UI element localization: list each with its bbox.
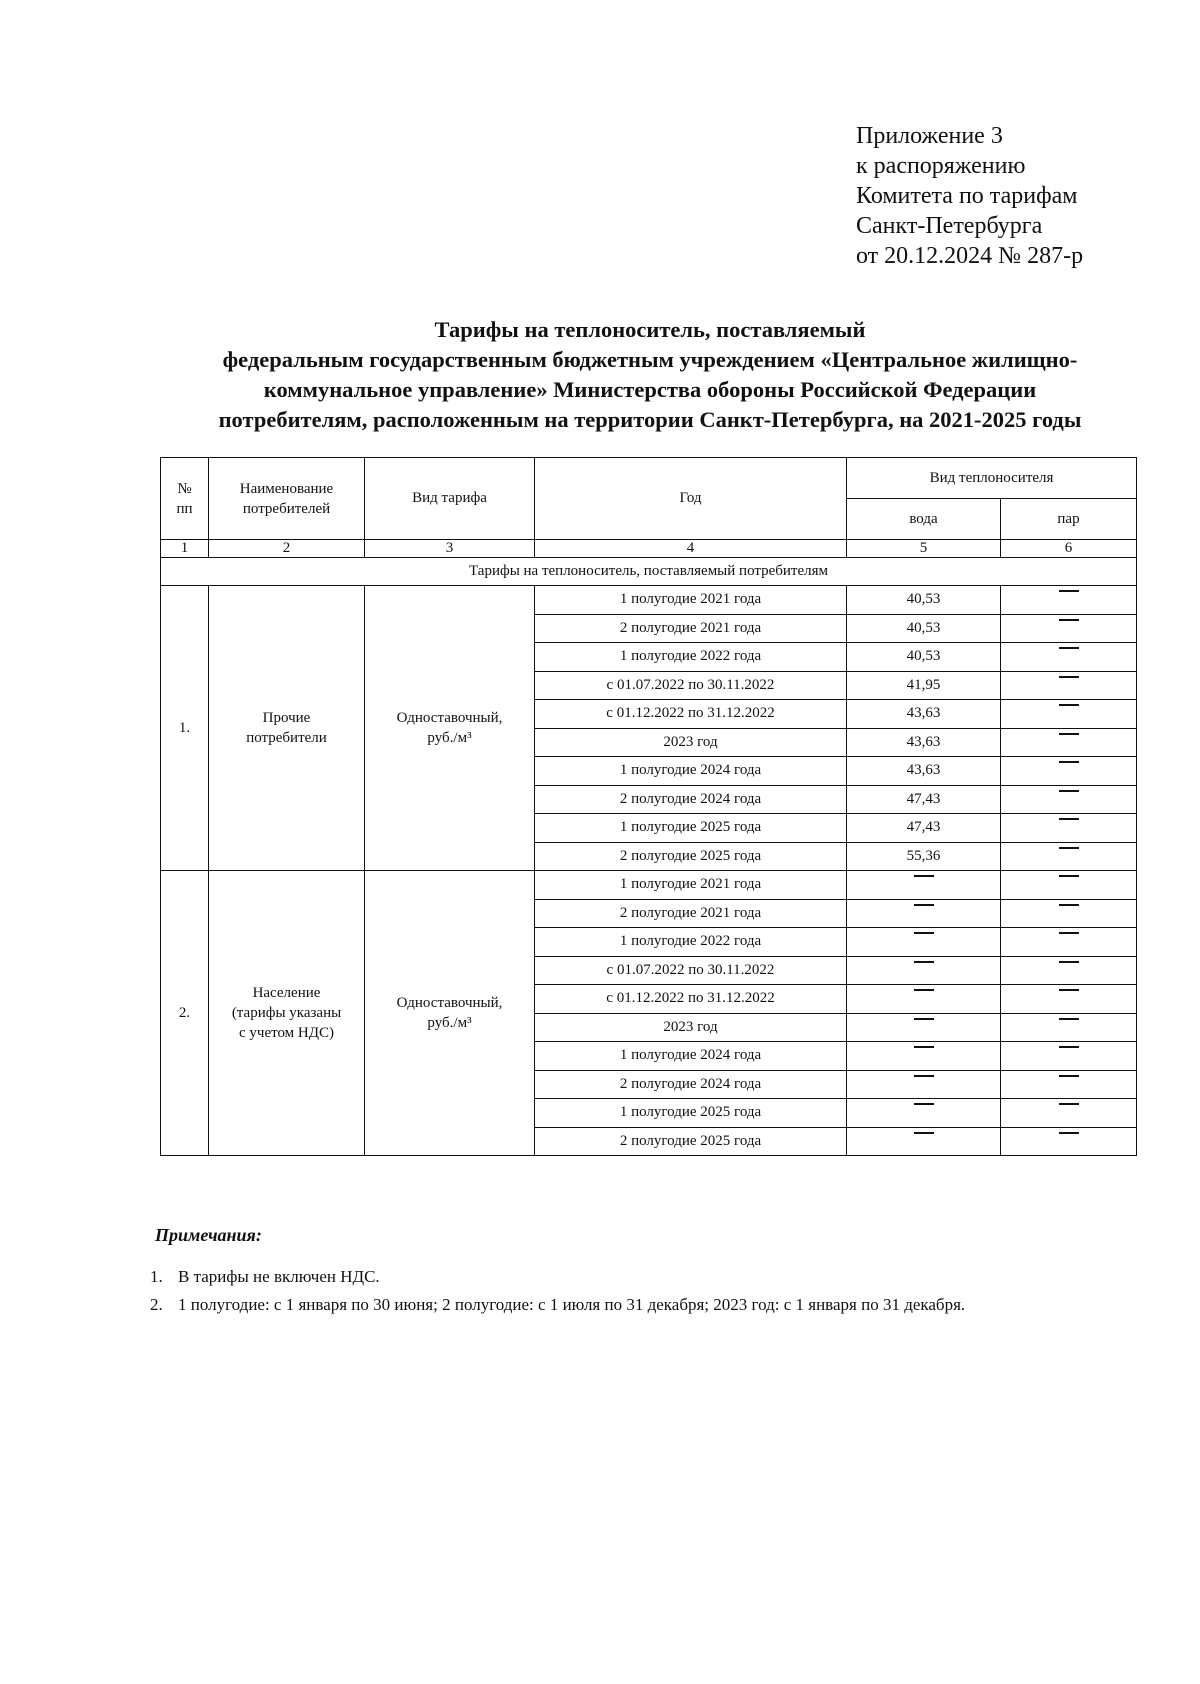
water-value: 41,95 [847, 671, 1001, 700]
steam-value [1001, 842, 1137, 871]
dash-mark [1059, 790, 1079, 809]
period-cell: с 01.12.2022 по 31.12.2022 [535, 985, 847, 1014]
steam-value [1001, 1013, 1137, 1042]
water-value [847, 1127, 1001, 1156]
column-number: 6 [1001, 540, 1137, 558]
steam-value [1001, 586, 1137, 615]
tariff-table-body [161, 458, 1137, 1156]
period-cell: 1 полугодие 2025 года [535, 1099, 847, 1128]
appendix-line: от 20.12.2024 № 287-р [856, 243, 1084, 269]
dash-mark [914, 904, 934, 923]
water-value [847, 899, 1001, 928]
water-value: 43,63 [847, 700, 1001, 729]
dash-mark [1059, 733, 1079, 752]
column-number: 4 [535, 540, 847, 558]
period-cell: 2 полугодие 2024 года [535, 1070, 847, 1099]
steam-value [1001, 1127, 1137, 1156]
appendix-line: к распоряжению [856, 153, 1026, 179]
steam-value [1001, 757, 1137, 786]
tariff-type: Одноставочный, руб./м³ [365, 871, 535, 1156]
dash-mark [1059, 847, 1079, 866]
period-cell: с 01.07.2022 по 30.11.2022 [535, 956, 847, 985]
dash-mark [1059, 761, 1079, 780]
tariff-type: Одноставочный, руб./м³ [365, 586, 535, 871]
dash-mark [1059, 961, 1079, 980]
dash-mark [914, 1075, 934, 1094]
steam-value [1001, 614, 1137, 643]
steam-value [1001, 985, 1137, 1014]
water-value: 55,36 [847, 842, 1001, 871]
section-title: Тарифы на теплоноситель, поставляемый потребителям [161, 558, 1137, 586]
column-number: 1 [161, 540, 209, 558]
dash-mark [1059, 704, 1079, 723]
steam-value [1001, 1099, 1137, 1128]
dash-mark [1059, 932, 1079, 951]
steam-value [1001, 1070, 1137, 1099]
dash-mark [914, 961, 934, 980]
note-number: 2. [150, 1295, 163, 1314]
notes-list [150, 1263, 1160, 1319]
header-steam: пар [1001, 499, 1137, 540]
period-cell: 1 полугодие 2024 года [535, 757, 847, 786]
dash-mark [914, 989, 934, 1008]
water-value [847, 871, 1001, 900]
steam-value [1001, 871, 1137, 900]
period-cell: 2 полугодие 2024 года [535, 785, 847, 814]
header-carrier: Вид теплоносителя [847, 458, 1137, 499]
water-value: 43,63 [847, 757, 1001, 786]
header-year: Год [535, 458, 847, 540]
note-text: 1 полугодие: с 1 января по 30 июня; 2 полугодие: с 1 июля по 31 декабря; 2023 год: с 1 января по 31 декабря. [178, 1295, 966, 1314]
period-cell: 1 полугодие 2024 года [535, 1042, 847, 1071]
dash-mark [914, 875, 934, 894]
period-cell: 2 полугодие 2025 года [535, 1127, 847, 1156]
title-line: Тарифы на теплоноситель, поставляемый [434, 317, 866, 342]
column-number-row [161, 540, 1137, 558]
header-name: Наименование потребителей [209, 458, 365, 540]
steam-value [1001, 728, 1137, 757]
period-cell: 2023 год [535, 1013, 847, 1042]
dash-mark [914, 1132, 934, 1151]
row-number: 1. [161, 586, 209, 871]
dash-mark [914, 1018, 934, 1037]
dash-mark [1059, 619, 1079, 638]
period-cell: 2 полугодие 2021 года [535, 614, 847, 643]
dash-mark [1059, 676, 1079, 695]
water-value [847, 956, 1001, 985]
document-title [140, 315, 1160, 435]
water-value [847, 985, 1001, 1014]
dash-mark [1059, 1103, 1079, 1122]
header-tariff-type: Вид тарифа [365, 458, 535, 540]
steam-value [1001, 700, 1137, 729]
water-value [847, 1070, 1001, 1099]
header-no: № пп [161, 458, 209, 540]
water-value: 40,53 [847, 614, 1001, 643]
water-value: 40,53 [847, 643, 1001, 672]
water-value [847, 1013, 1001, 1042]
period-cell: 2023 год [535, 728, 847, 757]
appendix-line: Комитета по тарифам [856, 183, 1078, 209]
dash-mark [1059, 818, 1079, 837]
note-text: В тарифы не включен НДС. [178, 1267, 380, 1286]
steam-value [1001, 643, 1137, 672]
dash-mark [1059, 1018, 1079, 1037]
dash-mark [914, 1103, 934, 1122]
header-water: вода [847, 499, 1001, 540]
dash-mark [914, 932, 934, 951]
dash-mark [1059, 989, 1079, 1008]
steam-value [1001, 899, 1137, 928]
period-cell: 1 полугодие 2022 года [535, 643, 847, 672]
row-number: 2. [161, 871, 209, 1156]
water-value: 47,43 [847, 785, 1001, 814]
consumer-name: Население (тарифы указаны с учетом НДС) [209, 871, 365, 1156]
title-line: коммунальное управление» Министерства обороны Российской Федерации [263, 377, 1037, 402]
water-value [847, 1099, 1001, 1128]
period-cell: 2 полугодие 2021 года [535, 899, 847, 928]
note-number: 1. [150, 1267, 163, 1286]
dash-mark [1059, 1046, 1079, 1065]
title-line: федеральным государственным бюджетным учреждением «Центральное жилищно- [222, 347, 1078, 372]
dash-mark [1059, 1132, 1079, 1151]
water-value [847, 1042, 1001, 1071]
period-cell: 1 полугодие 2021 года [535, 871, 847, 900]
steam-value [1001, 671, 1137, 700]
dash-mark [1059, 904, 1079, 923]
steam-value [1001, 928, 1137, 957]
period-cell: 1 полугодие 2022 года [535, 928, 847, 957]
appendix-block [856, 121, 1083, 271]
dash-mark [1059, 590, 1079, 609]
title-line: потребителям, расположенным на территории Санкт-Петербурга, на 2021-2025 годы [218, 407, 1082, 432]
water-value: 43,63 [847, 728, 1001, 757]
steam-value [1001, 785, 1137, 814]
period-cell: с 01.07.2022 по 30.11.2022 [535, 671, 847, 700]
dash-mark [914, 1046, 934, 1065]
consumer-name: Прочие потребители [209, 586, 365, 871]
dash-mark [1059, 647, 1079, 666]
notes-title: Примечания: [155, 1225, 262, 1245]
period-cell: 2 полугодие 2025 года [535, 842, 847, 871]
section-row [161, 558, 1137, 586]
dash-mark [1059, 875, 1079, 894]
column-number: 5 [847, 540, 1001, 558]
water-value: 40,53 [847, 586, 1001, 615]
note-item [150, 1263, 1160, 1291]
tariff-table [160, 457, 1137, 1156]
period-cell: 1 полугодие 2025 года [535, 814, 847, 843]
note-item [150, 1291, 1160, 1319]
appendix-line: Санкт-Петербурга [856, 213, 1043, 239]
column-number: 2 [209, 540, 365, 558]
steam-value [1001, 1042, 1137, 1071]
table-row [161, 871, 1137, 900]
table-row [161, 586, 1137, 615]
appendix-line: Приложение 3 [856, 123, 1003, 149]
period-cell: с 01.12.2022 по 31.12.2022 [535, 700, 847, 729]
steam-value [1001, 814, 1137, 843]
water-value: 47,43 [847, 814, 1001, 843]
period-cell: 1 полугодие 2021 года [535, 586, 847, 615]
column-number: 3 [365, 540, 535, 558]
dash-mark [1059, 1075, 1079, 1094]
steam-value [1001, 956, 1137, 985]
header-row [161, 458, 1137, 499]
water-value [847, 928, 1001, 957]
